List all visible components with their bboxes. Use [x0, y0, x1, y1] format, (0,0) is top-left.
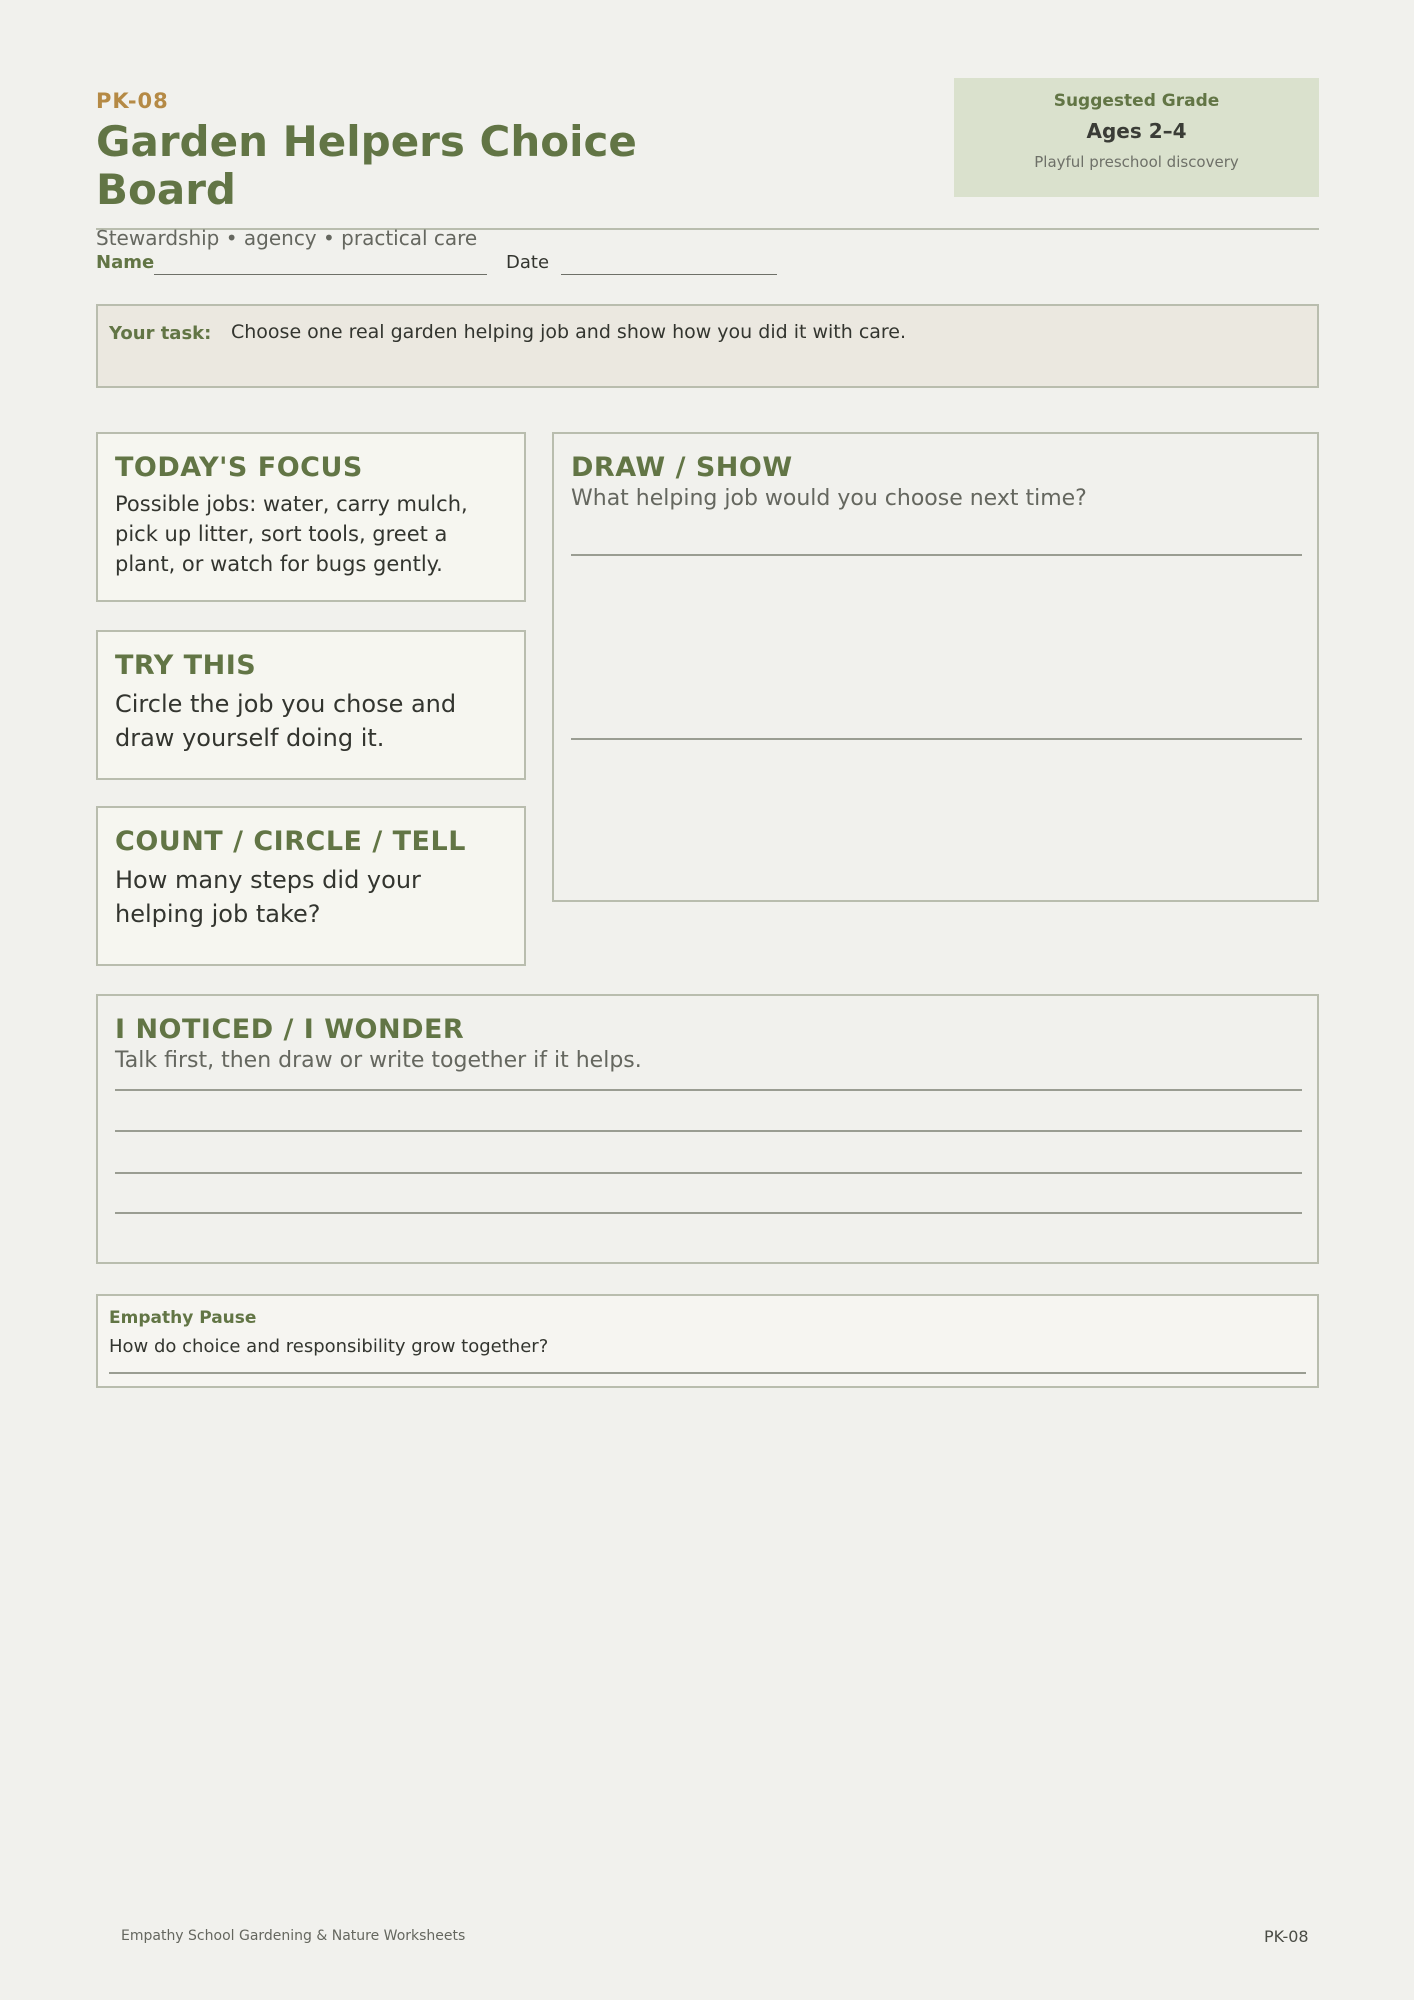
grade-note: Playful preschool discovery — [1034, 153, 1239, 171]
notice-write-line[interactable] — [115, 1172, 1302, 1174]
notice-write-line[interactable] — [115, 1130, 1302, 1132]
focus-body: Possible jobs: water, carry mulch, pick up litter, sort tools, greet a plant, or watch for bugs gently. — [115, 492, 468, 576]
todays-focus-card — [96, 432, 526, 602]
grade-label: Suggested Grade — [1053, 91, 1220, 111]
notice-write-line[interactable] — [115, 1089, 1302, 1091]
try-this-card — [96, 630, 526, 780]
footer-series: Empathy School Gardening & Nature Worksheets — [121, 1928, 466, 1944]
focus-title: TODAY'S FOCUS — [115, 452, 363, 483]
pause-question: How do choice and responsibility grow together? — [109, 1336, 549, 1357]
draw-write-line[interactable] — [571, 738, 1302, 740]
page-title: Garden Helpers Choice Board — [96, 117, 637, 214]
task-box — [96, 304, 1319, 388]
draw-prompt: What helping job would you choose next time? — [571, 486, 1087, 511]
grade-value: Ages 2–4 — [1086, 119, 1187, 143]
draw-show-panel[interactable] — [552, 432, 1319, 902]
task-label: Your task: — [109, 323, 212, 344]
try-title: TRY THIS — [115, 650, 257, 681]
draw-title: DRAW / SHOW — [571, 452, 793, 483]
count-circle-tell-card — [96, 806, 526, 966]
name-label: Name — [96, 252, 155, 273]
pause-write-line[interactable] — [109, 1372, 1306, 1374]
date-field[interactable] — [561, 274, 777, 275]
notice-write-line[interactable] — [115, 1212, 1302, 1214]
empathy-pause-box — [96, 1294, 1319, 1388]
page-subtitle: Stewardship • agency • practical care — [96, 226, 478, 250]
draw-write-line[interactable] — [571, 554, 1302, 556]
date-label: Date — [506, 252, 550, 273]
notice-title: I NOTICED / I WONDER — [115, 1014, 465, 1045]
try-body: Circle the job you chose and draw yourself doing it. — [115, 690, 457, 752]
worksheet-code: PK-08 — [96, 89, 169, 113]
suggested-grade-box — [954, 78, 1319, 197]
footer-code: PK-08 — [1264, 1927, 1309, 1946]
task-text: Choose one real garden helping job and show how you did it with care. — [231, 321, 907, 343]
notice-prompt: Talk first, then draw or write together if it helps. — [115, 1048, 642, 1073]
pause-title: Empathy Pause — [109, 1308, 257, 1328]
name-field[interactable] — [154, 274, 487, 275]
count-title: COUNT / CIRCLE / TELL — [115, 826, 466, 857]
noticed-wonder-panel — [96, 994, 1319, 1264]
count-body: How many steps did your helping job take? — [115, 866, 421, 928]
